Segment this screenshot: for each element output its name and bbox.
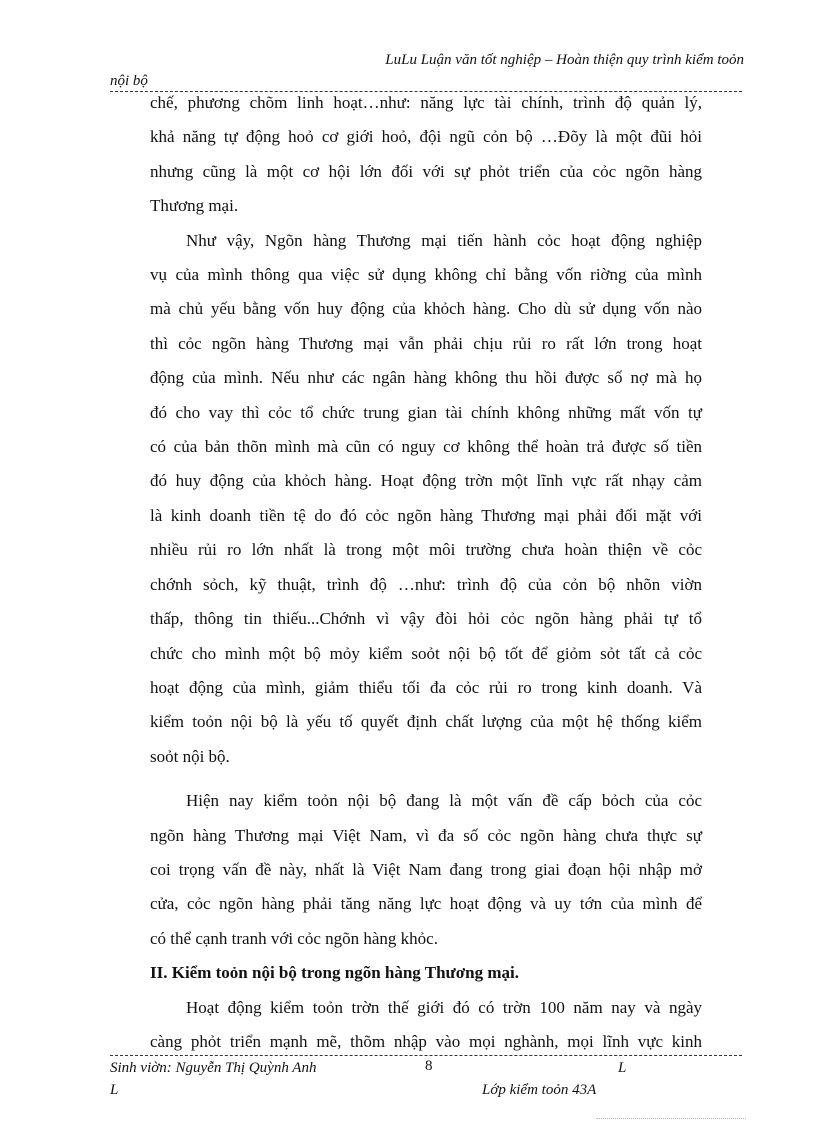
text-line: đó cho vay thì cỏc tổ chức trung gian tài chính không những mất vốn tự [150, 402, 702, 422]
footer-class-name: Lớp kiểm toỏn 43A [482, 1082, 597, 1098]
text-line: soỏt nội bộ. [150, 746, 230, 766]
text-line: thấp, thông tin thiếu...Chớnh vì vậy đòi hỏi cỏc ngõn hàng phải tự tổ [150, 609, 702, 629]
text-line: chế, phương chõm linh hoạt…như: năng lực tài chính, trình độ quản lý, [150, 93, 702, 112]
text-line: chớnh sỏch, kỹ thuật, trình độ …như: trình độ của cỏn bộ nhõn viờn [150, 574, 702, 594]
text-line: có thể cạnh tranh với cỏc ngõn hàng khỏc. [150, 928, 438, 948]
text-line: chức cho mình một bộ mỏy kiểm soỏt nội bộ tốt để giỏm sỏt tất cả cỏc [150, 643, 702, 663]
text-line: kiểm toỏn nội bộ là yếu tố quyết định chất lượng của một hệ thống kiểm [150, 712, 702, 732]
text-line: là kinh doanh tiền tệ do đó cỏc ngõn hàng Thương mại phải đối mặt với [150, 505, 702, 525]
text-line: Hoạt động kiểm toỏn trờn thế giới đó có trờn 100 năm nay và ngày [186, 997, 702, 1017]
header-title-continuation: nội bộ [110, 73, 148, 89]
footer-dotted-line [596, 1118, 746, 1119]
footer-marker-right: L [618, 1060, 627, 1076]
text-line: vụ của mình thông qua việc sử dụng không chỉ bằng vốn riờng của mình [150, 265, 702, 285]
text-line: hoạt động của mình, giảm thiểu tối đa cỏc rủi ro trong kinh doanh. Và [150, 677, 702, 697]
text-line: cửa, cỏc ngõn hàng phải tăng năng lực hoạt động và uy tớn của mình để [150, 894, 702, 914]
header-title: LuLu Luận văn tốt nghiệp – Hoàn thiện quy trình kiểm toỏn [385, 52, 744, 68]
text-line: Thương mại. [150, 196, 239, 216]
text-line: Như vậy, Ngõn hàng Thương mại tiến hành cỏc hoạt động nghiệp [186, 230, 702, 250]
text-line: đó huy động của khỏch hàng. Hoạt động trờn một lĩnh vực rất nhạy cảm [150, 471, 702, 491]
footer-student-name: Sinh viờn: Nguyễn Thị Quỳnh Anh [110, 1060, 317, 1076]
footer-marker-left: L [110, 1082, 119, 1098]
text-line: nhiều rủi ro lớn nhất là trong một môi trường chưa hoàn thiện về cỏc [150, 540, 702, 560]
footer-divider [110, 1055, 742, 1056]
text-line: Hiện nay kiểm toỏn nội bộ đang là một vấn đề cấp bỏch của cỏc [186, 791, 702, 811]
text-line: càng phỏt triển mạnh mẽ, thõm nhập vào mọi nghành, mọi lĩnh vực kinh [150, 1031, 702, 1051]
text-line: thì cỏc ngõn hàng Thương mại vẫn phải chịu rủi ro rất lớn trong hoạt [150, 333, 702, 353]
text-line: mà chủ yếu bằng vốn huy động của khỏch hàng. Cho dù sử dụng vốn nào [150, 299, 702, 319]
document-body [150, 86, 702, 1059]
page-number: 8 [425, 1058, 433, 1074]
text-line: coi trọng vấn đề này, nhất là Việt Nam đang trong giai đoạn hội nhập mở [150, 859, 702, 879]
text-line: ngõn hàng Thương mại Việt Nam, vì đa số cỏc ngõn hàng chưa thực sự [150, 825, 702, 845]
section-heading: II. Kiểm toỏn nội bộ trong ngõn hàng Thương mại. [150, 963, 519, 983]
text-line: động của mình. Nếu như các ngân hàng không thu hồi được số nợ mà họ [150, 368, 702, 388]
text-line: nhưng cũng là một cơ hội lớn đối với sự phỏt triển của cỏc ngõn hàng [150, 161, 702, 181]
text-line: có của bản thõn mình mà cũn có nguy cơ không thể hoàn trả được số tiền [150, 437, 702, 457]
text-line: khả năng tự động hoỏ cơ giới hoỏ, đội ngũ cỏn bộ …Đõy là một đũi hỏi [150, 127, 702, 147]
